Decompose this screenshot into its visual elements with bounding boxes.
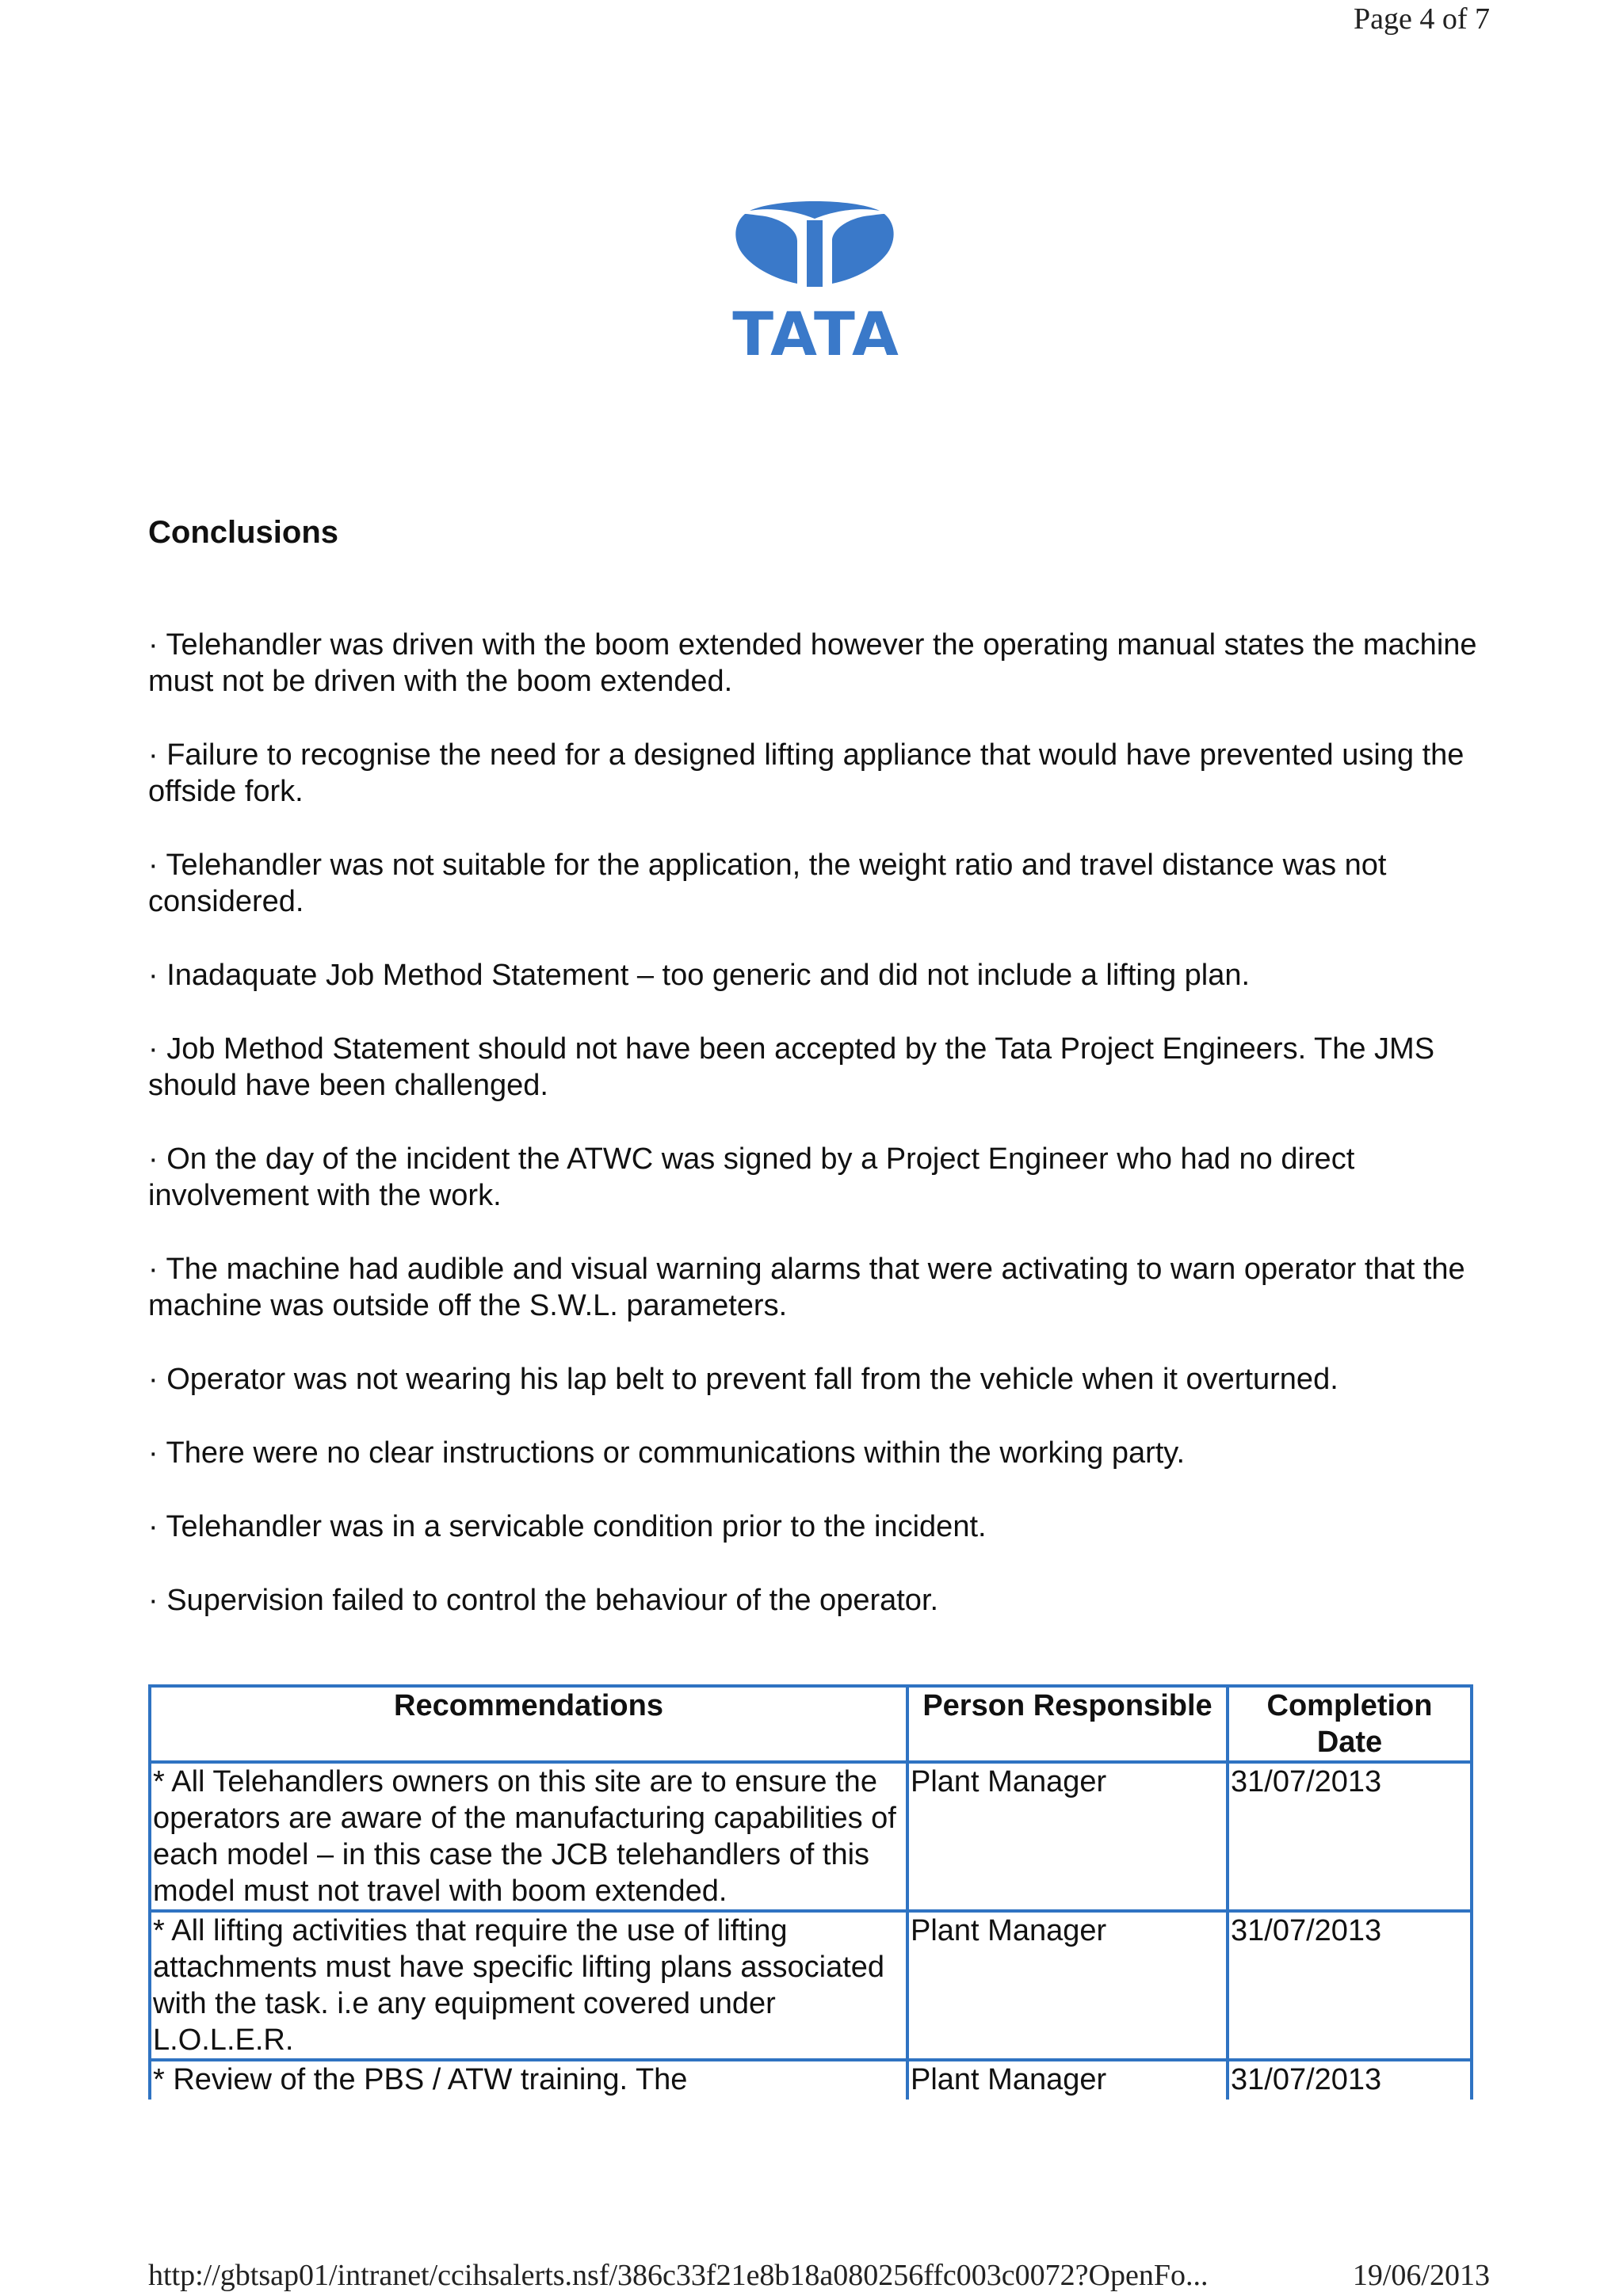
header-completion-date: Completion Date — [1228, 1686, 1472, 1762]
tata-wordmark: TATA — [732, 299, 900, 363]
conclusion-item: · The machine had audible and visual warning alarms that were activating to warn operator that the machine was outside off the S.W.L. parameters. — [148, 1253, 1465, 1322]
conclusion-item: · Failure to recognise the need for a designed lifting appliance that would have prevented using the offside fork. — [148, 738, 1465, 808]
recommendation-cell: * All lifting activities that require the use of lifting attachments must have specific lifting plans associated with the task. i.e any equipment covered under L.O.L.E.R. — [150, 1911, 907, 2060]
header-person-responsible: Person Responsible — [907, 1686, 1228, 1762]
table-row — [150, 1911, 1472, 2060]
footer-date: 19/06/2013 — [1352, 2259, 1490, 2292]
date-cell: 31/07/2013 — [1228, 1911, 1472, 2060]
page-number: Page 4 of 7 — [1353, 2, 1490, 36]
person-cell: Plant Manager — [907, 2060, 1228, 2100]
conclusions-heading: Conclusions — [148, 515, 339, 550]
recommendation-cell: * Review of the PBS / ATW training. The — [150, 2060, 907, 2100]
header-recommendations: Recommendations — [150, 1686, 907, 1762]
conclusion-item: · On the day of the incident the ATWC was signed by a Project Engineer who had no direct involvement with the work. — [148, 1142, 1355, 1212]
conclusion-item: · Job Method Statement should not have been accepted by the Tata Project Engineers. The JMS should have been challenged. — [148, 1032, 1435, 1102]
conclusions-list — [148, 627, 1495, 1656]
recommendation-cell: * All Telehandlers owners on this site are to ensure the operators are aware of the manufacturing capabilities of each model – in this case the JCB telehandlers of this model must not travel with boom extended. — [150, 1762, 907, 1911]
conclusion-item: · There were no clear instructions or communications within the working party. — [148, 1436, 1186, 1470]
date-cell: 31/07/2013 — [1228, 1762, 1472, 1911]
conclusion-item: · Telehandler was driven with the boom extended however the operating manual states the machine must not be driven with the boom extended. — [148, 628, 1477, 698]
conclusion-item: · Operator was not wearing his lap belt to prevent fall from the vehicle when it overturned. — [148, 1363, 1338, 1396]
table-row — [150, 1762, 1472, 1911]
conclusion-item: · Telehandler was not suitable for the application, the weight ratio and travel distance was not considered. — [148, 849, 1387, 918]
date-cell: 31/07/2013 — [1228, 2060, 1472, 2100]
recommendations-table — [148, 1684, 1473, 2100]
conclusion-item: · Supervision failed to control the behaviour of the operator. — [148, 1584, 939, 1617]
tata-emblem-icon — [735, 201, 893, 287]
person-cell: Plant Manager — [907, 1762, 1228, 1911]
tata-logo — [729, 196, 903, 363]
person-cell: Plant Manager — [907, 1911, 1228, 2060]
conclusion-item: · Telehandler was in a servicable condition prior to the incident. — [148, 1510, 987, 1543]
conclusion-item: · Inadaquate Job Method Statement – too generic and did not include a lifting plan. — [148, 959, 1251, 992]
table-header-row — [150, 1686, 1472, 1762]
table-row — [150, 2060, 1472, 2100]
footer-url: http://gbtsap01/intranet/ccihsalerts.nsf/386c33f21e8b18a080256ffc003c0072?OpenFo... — [148, 2259, 1209, 2292]
